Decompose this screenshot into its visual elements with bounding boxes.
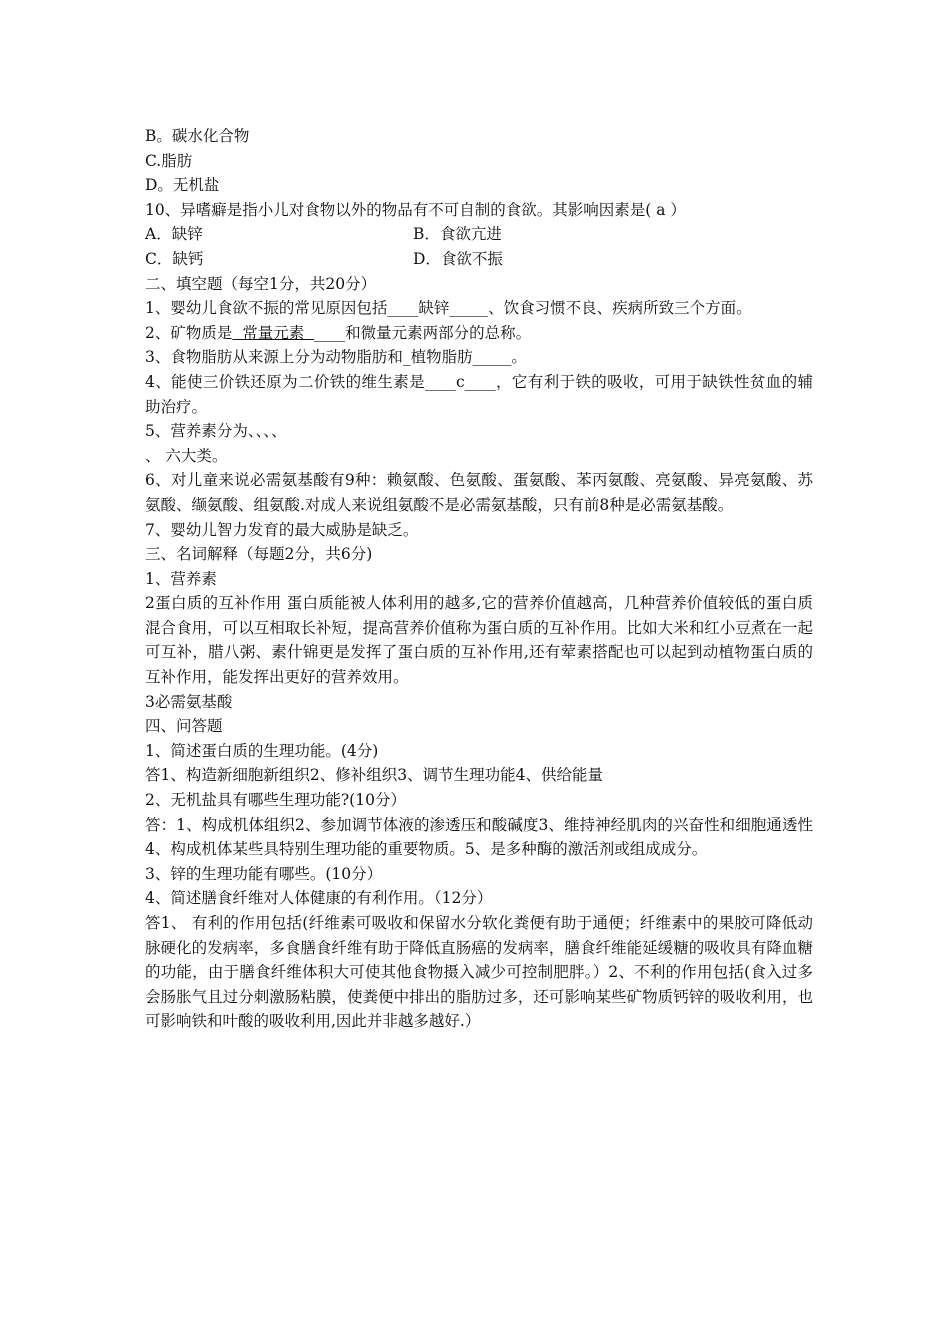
q10-stem: 10、异嗜癖是指小儿对食物以外的物品有不可自制的食欲。其影响因素是( a ） [145,200,686,219]
question-3: 3、锌的生理功能有哪些。(10分） [145,864,383,883]
section-2-title: 二、填空题（每空1分，共20分） [145,274,377,293]
fill-blank-5-line-2: 、 六大类。 [145,446,228,465]
section-3-title: 三、名词解释（每题2分，共6分) [145,545,373,564]
q10-options-row-1 [145,222,813,247]
question-4: 4、简述膳食纤维对人体健康的有利作用。（12分） [145,889,493,908]
document-page [145,124,813,1034]
fill-blank-2 [145,321,813,346]
q9-option-d: D。无机盐 [145,176,220,195]
question-1: 1、简述蛋白质的生理功能。(4分) [145,741,379,760]
answer-1: 答1、构造新细胞新组织2、修补组织3、调节生理功能4、供给能量 [145,766,603,785]
fill-blank-6: 6、对儿童来说必需氨基酸有9种：赖氨酸、色氨酸、蛋氨酸、苯丙氨酸、亮氨酸、异亮氨酸、苏氨酸、缬氨酸、组氨酸.对成人来说组氨酸不是必需氨基酸，只有前8种是必需氨基酸。 [145,471,813,514]
fill-blank-2-answer: 常量元素 [232,323,315,342]
question-2: 2、无机盐具有哪些生理功能?(10分） [145,791,406,810]
fill-blank-4: 4、能使三价铁还原为二价铁的维生素是____c____，它有利于铁的吸收，可用于缺铁性贫血的辅助治疗。 [145,372,813,416]
answer-2: 答：1、构成机体组织2、参加调节体液的渗透压和酸碱度3、维持神经肌肉的兴奋性和细胞通透性4、构成机体某些具特别生理功能的重要物质。5、是多种酶的激活剂或组成成分。 [145,815,813,859]
answer-4: 答1、 有利的作用包括(纤维素可吸收和保留水分软化粪便有助于通便；纤维素中的果胶可降低动脉硬化的发病率，多食膳食纤维有助于降低直肠癌的发病率，膳食纤维能延缓糖的吸收具有降血糖的功能，由于膳食纤维体积大可使其他食物摄入减少可控制肥胖。）2、不利的作用包括(食入过多会肠胀气且过分刺激肠粘膜，使粪便中排出的脂肪过多，还可影响某些矿物质钙锌的吸收利用，也可影响铁和叶酸的吸收利用,因此并非越多越好.） [145,914,813,1031]
q9-option-b: B。碳水化合物 [145,127,250,145]
q10-options-row-2 [145,247,813,272]
fill-blank-1: 1、婴幼儿食欲不振的常见原因包括____缺锌_____、饮食习惯不良、疾病所致三个方面。 [145,299,752,318]
q10-option-b: B．食欲亢进 [413,225,502,244]
term-2: 2蛋白质的互补作用 蛋白质能被人体利用的越多,它的营养价值越高，几种营养价值较低的蛋白质混合食用，可以互相取长补短，提高营养价值称为蛋白质的互补作用。比如大米和红小豆煮在一起可互补，腊八粥、素什锦更是发挥了蛋白质的互补作用,还有荤素搭配也可以起到动植物蛋白质的互补作用，能发挥出更好的营养效用。 [145,594,813,687]
fill-blank-7: 7、婴幼儿智力发育的最大威胁是缺乏。 [145,520,419,539]
fill-blank-3: 3、食物脂肪从来源上分为动物脂肪和_植物脂肪_____。 [145,348,527,367]
fill-blank-2-suffix: ____和微量元素两部分的总称。 [314,323,532,342]
term-3: 3必需氨基酸 [145,692,233,711]
q10-option-c: C．缺钙 [145,249,204,268]
section-4-title: 四、问答题 [145,717,223,736]
q9-option-c: C.脂肪 [145,151,193,170]
q10-option-a: A．缺锌 [145,225,203,244]
fill-blank-2-prefix: 2、矿物质是 [145,323,233,342]
term-1: 1、营养素 [145,569,217,588]
fill-blank-5-line-1: 5、营养素分为、、、、 [145,422,287,441]
q10-option-d: D．食欲不振 [413,249,503,268]
